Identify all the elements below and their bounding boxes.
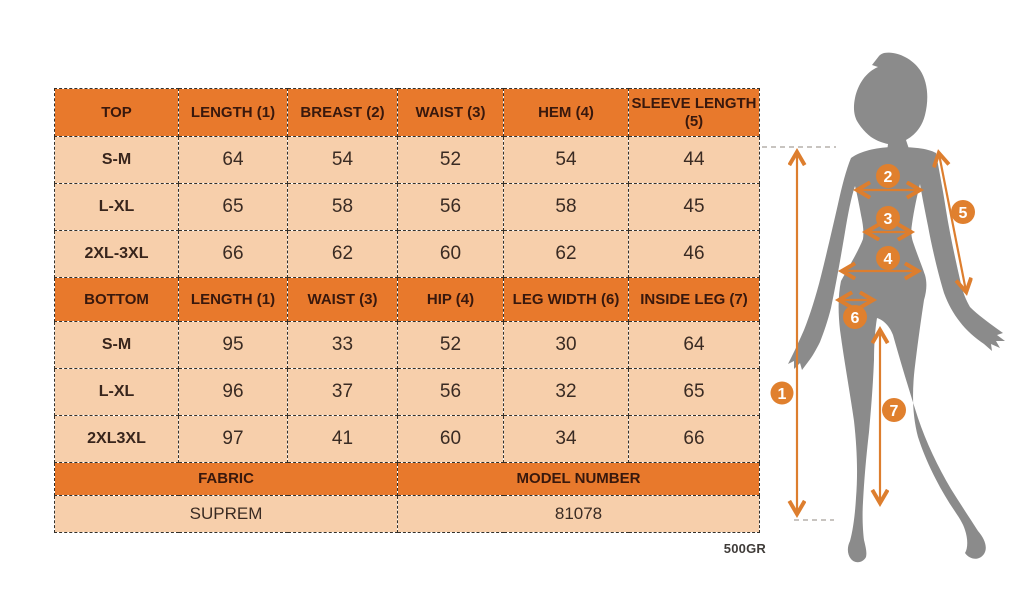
- model-number-value: 81078: [398, 496, 760, 533]
- header-cell-length-1: LENGTH (1): [179, 89, 288, 137]
- size-cell: 58: [504, 184, 629, 231]
- size-cell: 44: [629, 137, 760, 184]
- table-row: [55, 416, 760, 463]
- silhouette-head: [854, 53, 927, 154]
- header-cell-top: TOP: [55, 89, 179, 137]
- size-cell: 60: [398, 416, 504, 463]
- size-cell: 54: [288, 137, 398, 184]
- header-cell-waist-3: WAIST (3): [398, 89, 504, 137]
- marker-number-2: 2: [883, 169, 893, 186]
- size-chart-table: [54, 88, 760, 533]
- fabric-value: SUPREM: [55, 496, 398, 533]
- size-cell: 65: [629, 369, 760, 416]
- header-cell-breast-2: BREAST (2): [288, 89, 398, 137]
- weight-note: 500GR: [723, 541, 766, 556]
- info-header-row: [55, 463, 760, 496]
- table-row: [55, 137, 760, 184]
- info-value-row: [55, 496, 760, 533]
- size-label: S-M: [55, 322, 179, 369]
- marker-number-1: 1: [777, 386, 787, 403]
- size-label: L-XL: [55, 369, 179, 416]
- table-row: [55, 231, 760, 278]
- header-cell-model-number: MODEL NUMBER: [398, 463, 760, 496]
- table-row: [55, 369, 760, 416]
- table-row: [55, 322, 760, 369]
- header-cell-sleeve-5: SLEEVE LENGTH (5): [629, 89, 760, 137]
- size-cell: 41: [288, 416, 398, 463]
- size-cell: 32: [504, 369, 629, 416]
- marker-number-6: 6: [850, 310, 860, 327]
- marker-number-5: 5: [958, 205, 968, 222]
- size-label: 2XL3XL: [55, 416, 179, 463]
- size-cell: 60: [398, 231, 504, 278]
- header-cell-hip-4: HIP (4): [398, 278, 504, 322]
- female-silhouette: [788, 53, 1005, 563]
- header-cell-fabric: FABRIC: [55, 463, 398, 496]
- size-cell: 56: [398, 369, 504, 416]
- size-cell: 96: [179, 369, 288, 416]
- header-cell-bottom: BOTTOM: [55, 278, 179, 322]
- size-cell: 66: [179, 231, 288, 278]
- size-cell: 95: [179, 322, 288, 369]
- top-header-row: [55, 89, 760, 137]
- size-label: L-XL: [55, 184, 179, 231]
- size-cell: 37: [288, 369, 398, 416]
- table-row: [55, 184, 760, 231]
- size-cell: 62: [288, 231, 398, 278]
- header-cell-inside-leg-7: INSIDE LEG (7): [629, 278, 760, 322]
- marker-number-3: 3: [883, 211, 893, 228]
- header-cell-length-1: LENGTH (1): [179, 278, 288, 322]
- size-cell: 33: [288, 322, 398, 369]
- size-cell: 64: [179, 137, 288, 184]
- size-cell: 58: [288, 184, 398, 231]
- size-cell: 45: [629, 184, 760, 231]
- size-cell: 56: [398, 184, 504, 231]
- marker-number-4: 4: [883, 251, 893, 268]
- marker-number-7: 7: [889, 403, 899, 420]
- measurement-figure: [752, 30, 1024, 592]
- size-cell: 66: [629, 416, 760, 463]
- size-cell: 52: [398, 322, 504, 369]
- size-cell: 62: [504, 231, 629, 278]
- size-cell: 52: [398, 137, 504, 184]
- header-cell-leg-width-6: LEG WIDTH (6): [504, 278, 629, 322]
- header-cell-hem-4: HEM (4): [504, 89, 629, 137]
- size-cell: 30: [504, 322, 629, 369]
- bottom-header-row: [55, 278, 760, 322]
- size-label: 2XL-3XL: [55, 231, 179, 278]
- size-cell: 54: [504, 137, 629, 184]
- size-cell: 46: [629, 231, 760, 278]
- size-label: S-M: [55, 137, 179, 184]
- size-cell: 64: [629, 322, 760, 369]
- header-cell-waist-3: WAIST (3): [288, 278, 398, 322]
- size-cell: 34: [504, 416, 629, 463]
- size-cell: 65: [179, 184, 288, 231]
- size-cell: 97: [179, 416, 288, 463]
